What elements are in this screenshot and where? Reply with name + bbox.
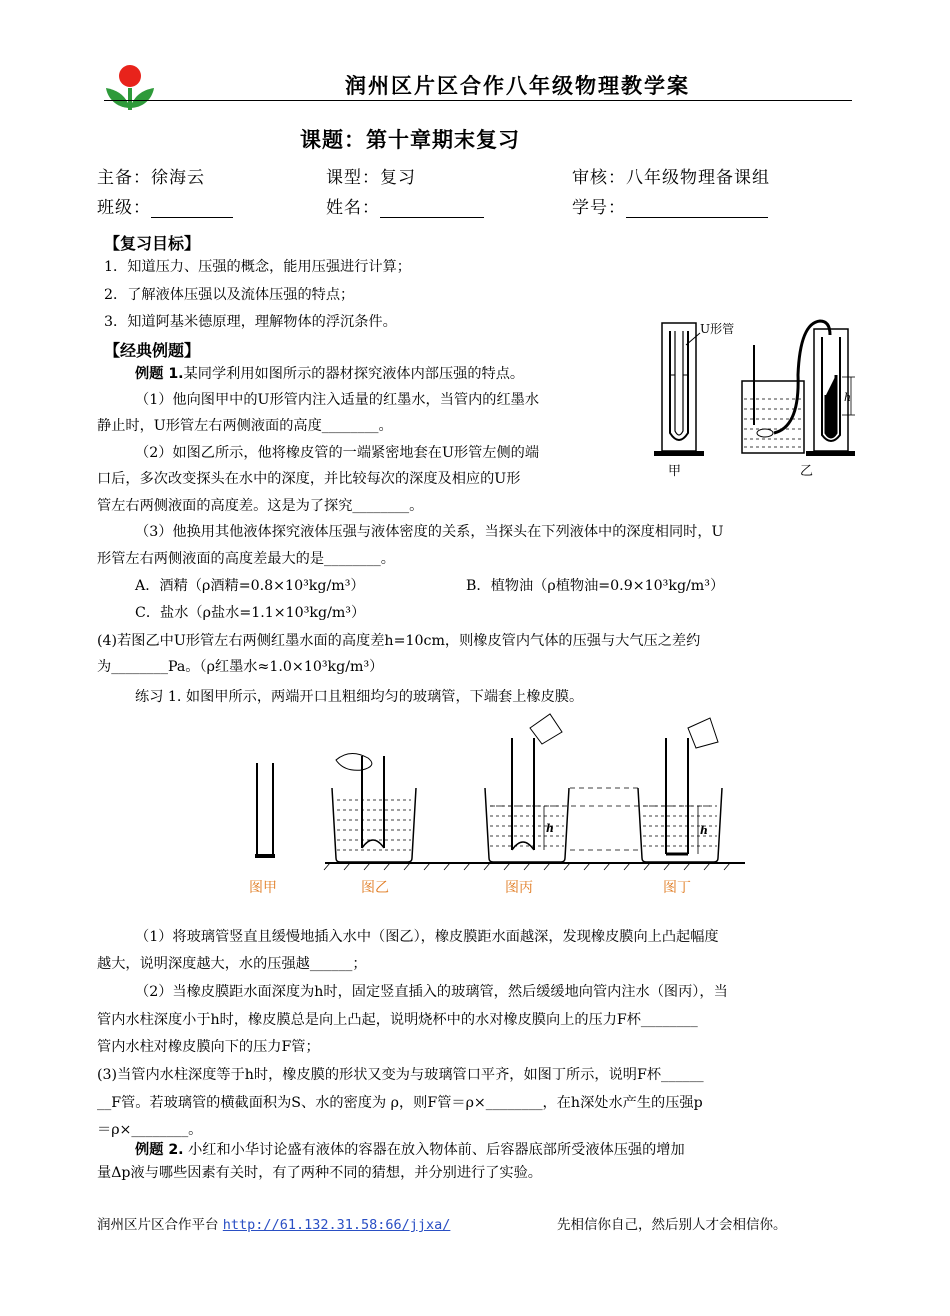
footer-motto: 先相信你自己，然后别人才会相信你。: [557, 1217, 787, 1233]
header-title: 润州区片区合作八年级物理教学案: [345, 74, 690, 98]
question-text: ＝ρ×________。: [97, 1122, 203, 1138]
student-id-field[interactable]: [572, 193, 768, 218]
student-id-label: 学号：: [572, 198, 626, 218]
option-c: C．盐水（ρ盐水=1.1×10³kg/m³）: [135, 605, 366, 621]
question-text: 形管左右两侧液面的高度差最大的是________。: [97, 551, 395, 567]
caption-jia: 图甲: [249, 880, 277, 896]
footer-label: 润州区片区合作平台: [97, 1217, 219, 1233]
name-field[interactable]: [326, 193, 484, 218]
page-title: 课题：第十章期末复习: [300, 128, 520, 152]
question-text: 口后，多次改变探头在水中的深度，并比较每次的深度及相应的U形: [97, 471, 521, 487]
question-text: 越大，说明深度越大，水的压强越______；: [97, 956, 367, 972]
caption-ding: 图丁: [663, 880, 691, 896]
u-tube-figure: [650, 315, 855, 485]
caption-yi: 图乙: [361, 880, 389, 896]
examples-heading: 【经典例题】: [104, 341, 201, 360]
height-h-label: h: [844, 391, 852, 404]
goal-item: 3．知道阿基米德原理，理解物体的浮沉条件。: [104, 314, 397, 330]
example-2-line: 例题 2. 小红和小华讨论盛有液体的容器在放入物体前、后容器底部所受液体压强的增加: [135, 1142, 685, 1158]
class-field[interactable]: [97, 193, 233, 218]
question-text: (4)若图乙中U形管左右两侧红墨水面的高度差h=10cm，则橡皮管内气体的压强与大气压之差约: [97, 633, 701, 649]
figure-jia-label: 甲: [668, 464, 682, 479]
question-text: （2）如图乙所示，他将橡皮管的一端紧密地套在U形管左侧的端: [135, 445, 540, 461]
u-tube-label: U形管: [700, 322, 735, 336]
option-a: A．酒精（ρ酒精=0.8×10³kg/m³）: [135, 578, 365, 594]
question-text: （3）他换用其他液体探究液体压强与液体密度的关系，当探头在下列液体中的深度相同时，U: [135, 524, 724, 540]
school-logo-icon: [104, 62, 156, 114]
reviewer: 审核：八年级物理备课组: [572, 168, 770, 188]
class-label: 班级：: [97, 198, 151, 218]
goal-item: 1．知道压力、压强的概念，能用压强进行计算；: [104, 259, 411, 275]
question-text: （1）将玻璃管竖直且缓慢地插入水中（图乙），橡皮膜距水面越深，发现橡皮膜向上凸起幅度: [135, 929, 719, 945]
goal-item: 2．了解液体压强以及流体压强的特点；: [104, 287, 355, 303]
lesson-type: 课型：复习: [326, 168, 416, 188]
header-divider: [104, 100, 852, 101]
question-text: 管左右两侧液面的高度差。这是为了探究________。: [97, 498, 424, 514]
example-1-title: 例题 1.: [135, 366, 184, 382]
example-2-title: 例题 2.: [135, 1142, 184, 1158]
footer-link[interactable]: http://61.132.31.58:66/jjxa/: [222, 1217, 451, 1233]
question-text: 量Δp液与哪些因素有关时，有了两种不同的猜想，并分别进行了实验。: [97, 1165, 542, 1181]
question-text: （2）当橡皮膜距水面深度为h时，固定竖直插入的玻璃管，然后缓缓地向管内注水（图丙），当: [135, 984, 728, 1000]
question-text: 管内水柱深度小于h时，橡皮膜总是向上凸起，说明烧杯中的水对橡皮膜向上的压力F杯________: [97, 1012, 698, 1028]
question-text: __F管。若玻璃管的横截面积为S、水的密度为 ρ，则F管＝ρ×________，在h深处水产生的压强p: [97, 1095, 703, 1111]
caption-bing: 图丙: [505, 880, 533, 896]
option-b: B．植物油（ρ植物油=0.9×10³kg/m³）: [466, 578, 725, 594]
chief-author: 主备：徐海云: [97, 168, 205, 188]
question-text: 静止时，U形管左右两侧液面的高度________。: [97, 418, 393, 434]
height-h-label: h: [546, 822, 554, 835]
question-text: 为________Pa。（ρ红墨水≈1.0×10³kg/m³）: [97, 659, 384, 675]
footer: [97, 1213, 450, 1233]
question-text: 管内水柱对橡皮膜向下的压力F管；: [97, 1039, 320, 1055]
example-1-intro: 例题 1.某同学利用如图所示的器材探究液体内部压强的特点。: [135, 366, 525, 382]
glass-tube-figure: [240, 708, 760, 873]
practice-1-intro: 练习 1. 如图甲所示，两端开口且粗细均匀的玻璃管，下端套上橡皮膜。: [135, 689, 584, 705]
question-text: (3)当管内水柱深度等于h时，橡皮膜的形状又变为与玻璃管口平齐，如图丁所示，说明F杯______: [97, 1067, 704, 1083]
question-text: （1）他向图甲中的U形管内注入适量的红墨水，当管内的红墨水: [135, 392, 540, 408]
figure-yi-label: 乙: [800, 464, 814, 479]
goals-heading: 【复习目标】: [104, 234, 201, 253]
height-h-label: h: [700, 824, 708, 837]
name-label: 姓名：: [326, 198, 380, 218]
